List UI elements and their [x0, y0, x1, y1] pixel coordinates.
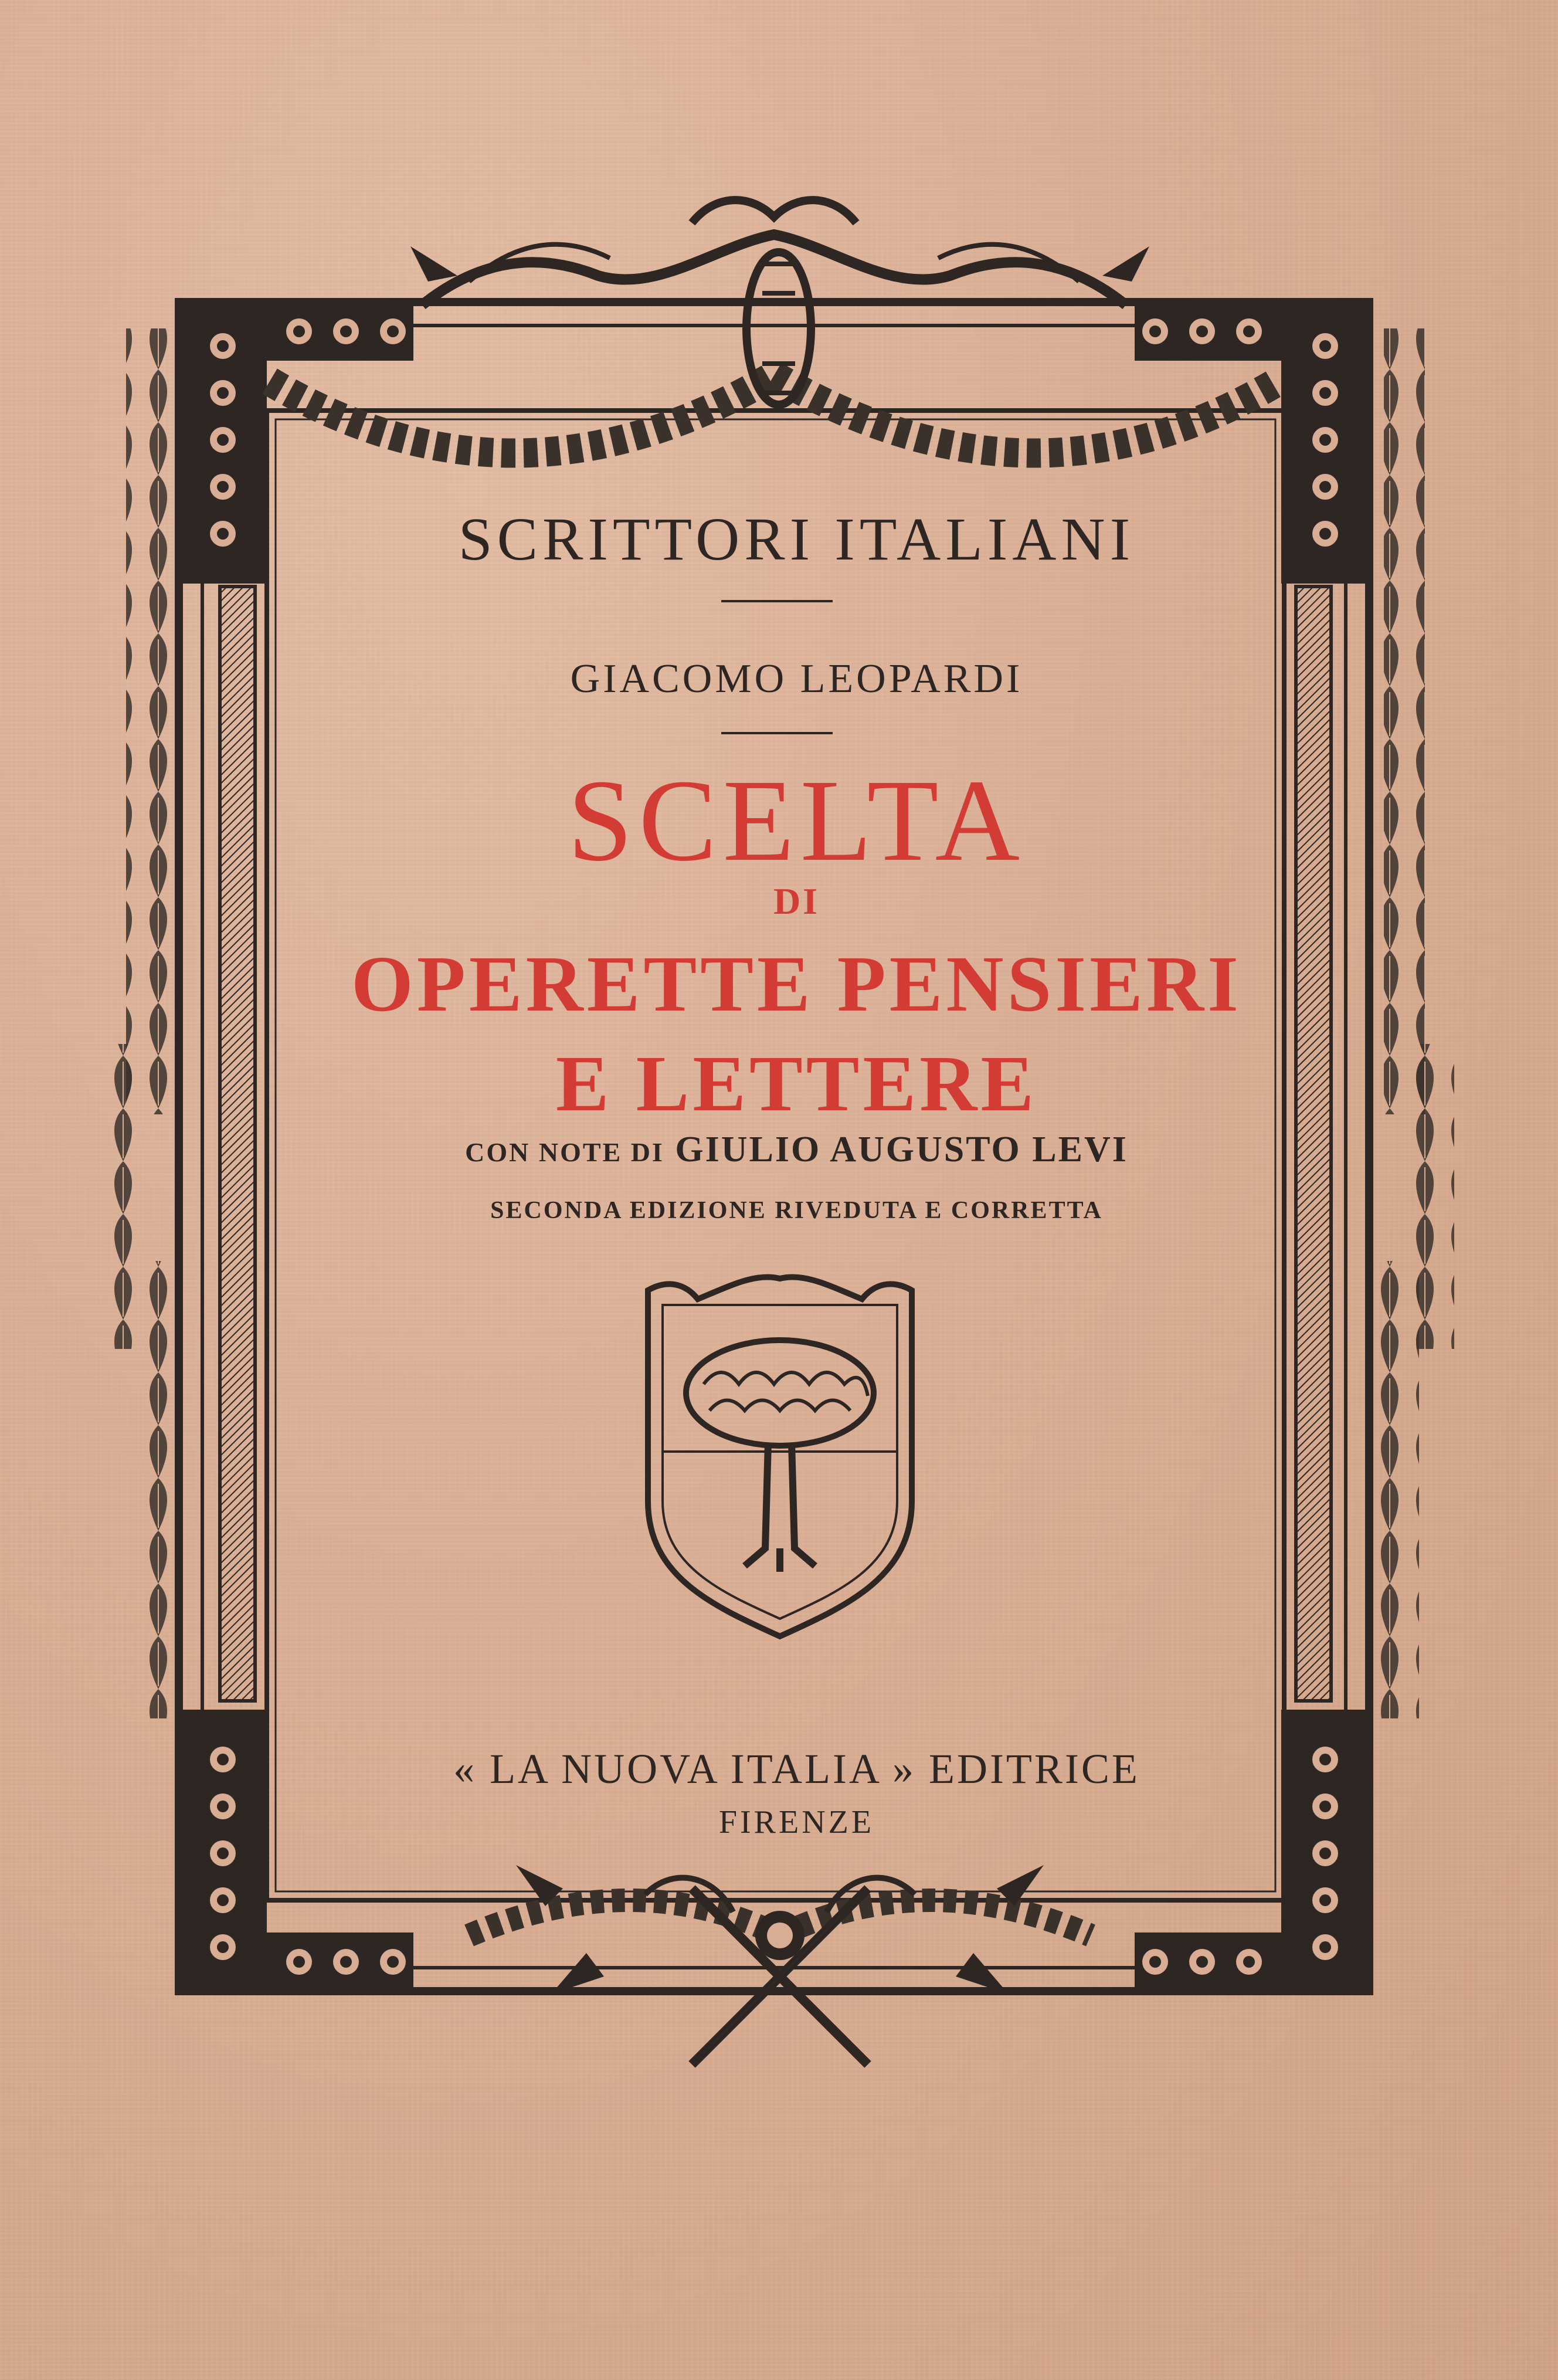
title-line-3: E LETTERE [555, 1040, 1038, 1128]
notes-prefix: CON NOTE DI [465, 1137, 664, 1167]
title-line-1: SCELTA [567, 756, 1026, 886]
notes-name: GIULIO AUGUSTO LEVI [675, 1130, 1128, 1169]
publisher-name: « LA NUOVA ITALIA » EDITRICE [453, 1745, 1140, 1792]
author-name: GIACOMO LEOPARDI [570, 656, 1023, 701]
edition-note: SECONDA EDIZIONE RIVEDUTA E CORRETTA [490, 1197, 1103, 1224]
crossed-torches-wreath-icon [469, 1865, 1091, 2064]
publisher-city: FIRENZE [718, 1804, 875, 1840]
tree-shield-emblem-icon [648, 1277, 912, 1636]
notes-credit [18, 1129, 1558, 1171]
series-name: SCRITTORI ITALIANI [458, 506, 1135, 573]
title-di: DI [773, 880, 820, 922]
title-line-2: OPERETTE PENSIERI [351, 940, 1243, 1028]
